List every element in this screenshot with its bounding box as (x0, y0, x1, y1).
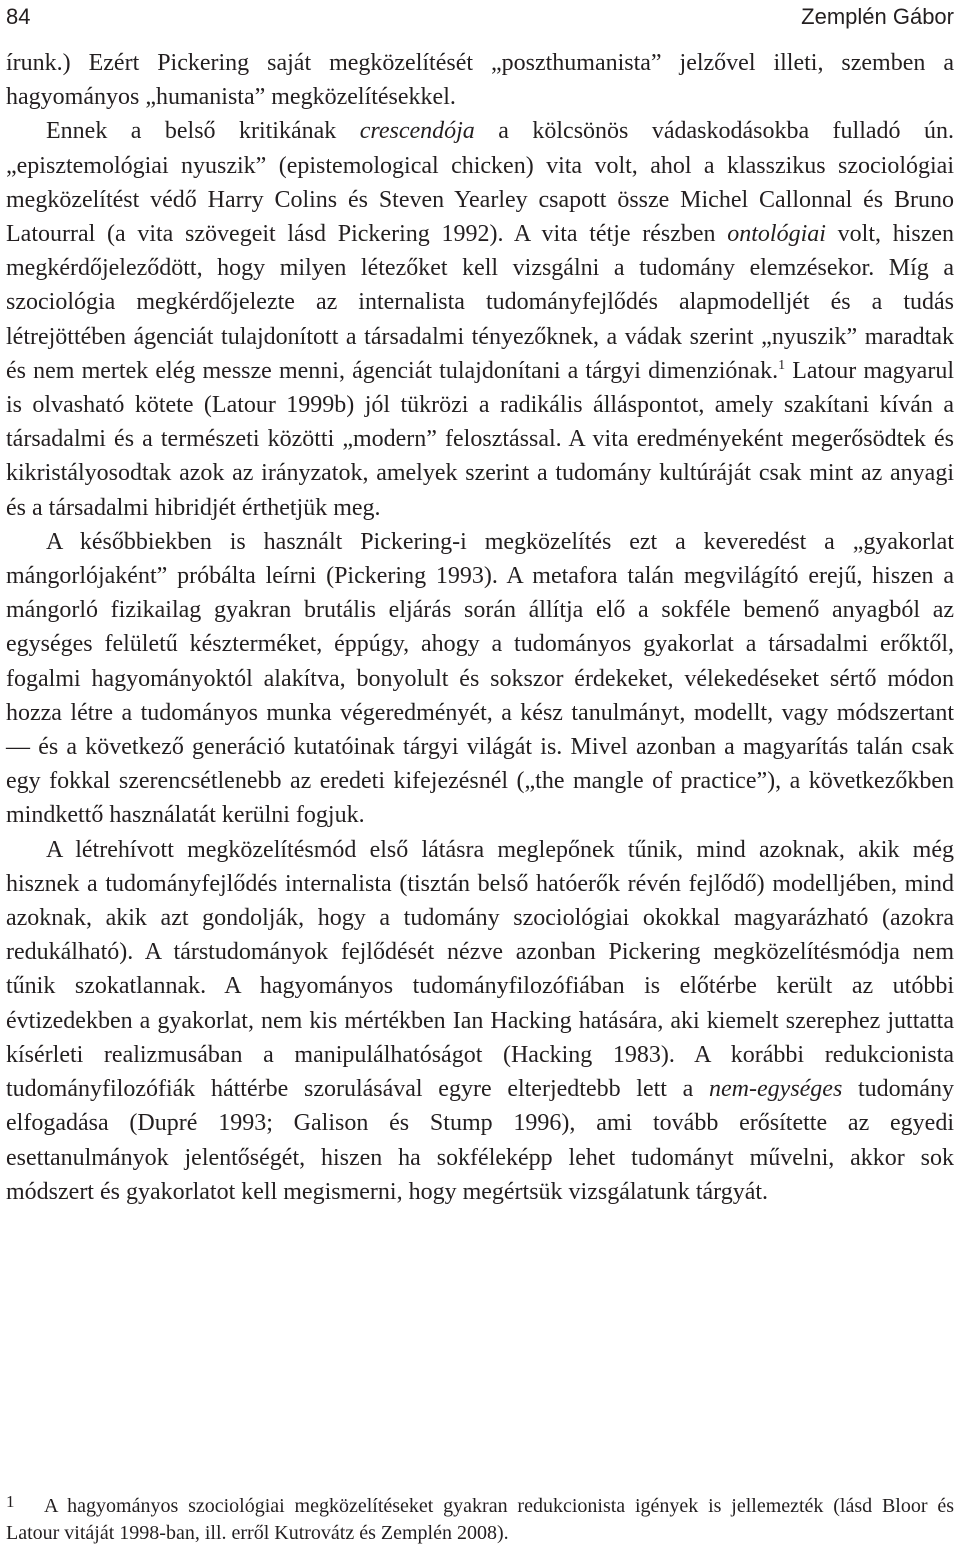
body-text (6, 46, 954, 1209)
paragraph (6, 46, 954, 114)
emphasis: nem-egységes (709, 1076, 843, 1103)
text-run: A későbbiekben is használt Pickering-i megközelítés ezt a keveredést a „gyakorlat mángorlójaként” próbálta leírni (Pickering 1993). A metafora talán megvilágító erejű, hiszen a mángorló fizikailag gyakran brutális eljárás során állítja elő a sokféle bemenő anyagból az egységes felületű készterméket, éppúgy, ahogy a tudományos gyakorlat a társadalmi erőktől, fogalmi hagyományoktól alakítva, bonyolult és sokszor érdekeket, vélekedéseket sértő módon hozza létre a tudományos munka végeredményét, a kész tanulmányt, modellt, vagy módszertant — és a következő generáció kutatóinak tárgyi világát is. Mivel azonban a magyarítás talán csak egy fokkal szerencsétlenebb az eredeti kifejezésnél („the mangle of practice”), a következőkben mindkettő használatát kerülni fogjuk. (6, 528, 954, 829)
text-run: Ennek a belső kritikának (46, 118, 360, 145)
emphasis: ontológiai (727, 221, 826, 248)
text-run: Latour magyarul is olvasható kötete (Latour 1999b) jól tükrözi a radikális álláspontot, amely szakítani kíván a társadalmi és a természeti közötti „modern” felosztással. A vita eredményeként megerősödtek és kikristályosodtak azok az irányzatok, amelyek szerint a tudomány kultúráját csak mint az anyagi és a társadalmi hibridjét érthetjük meg. (6, 357, 954, 521)
paragraph (6, 525, 954, 833)
text-run: A létrehívott megközelítésmód első látásra meglepőnek tűnik, mind azoknak, akik még hisznek a tudományfejlődés internalista (tisztán belső hatóerők révén fejlődő) modelljében, mind azoknak, akik azt gondolják, hogy a tudomány szociológiai okokkal magyarázható (azokra redukálható). A társtudományok fejlődését nézve azonban Pickering megközelítésmódja nem tűnik szokatlannak. A hagyományos tudományfilozófiában is előtérbe került az utóbbi évtizedekben a gyakorlat, nem kis mértékben Ian Hacking hatására, aki kiemelt szerephez juttatta kísérleti realizmusában a manipulálhatóságot (Hacking 1983). A korábbi redukcionista tudományfilozófiák háttérbe szorulásával egyre elterjedtebb lett a (6, 836, 954, 1103)
running-header (6, 2, 954, 32)
paragraph (6, 833, 954, 1209)
footnote-text: A hagyományos szociológiai megközelítéseket gyakran redukcionista igények is jellemezték (lásd Bloor és Latour vitáját 1998-ban, ill. erről Kutrovátz és Zemplén 2008). (6, 1495, 954, 1544)
text-run: volt, hiszen megkérdőjeleződött, hogy milyen létezőket kell vizsgálni a tudomány elemzésekor. Míg a szociológia megkérdőjelezte az internalista tudományfejlődés alapmodelljét és a tudás létrejöttében ágenciát tulajdonított a társadalmi tényezőknek, a vádak szerint „nyuszik” maradtak és nem mertek elég messze menni, ágenciát tulajdonítani a tárgyi dimenziónak. (6, 221, 955, 384)
footnote: 1 A hagyományos szociológiai megközelítéseket gyakran redukcionista igények is jellemezték (lásd Bloor és Latour vitáját 1998-ban, ill. erről Kutrovátz és Zemplén 2008). (6, 1492, 954, 1544)
paragraph (6, 114, 954, 524)
emphasis: crescendója (359, 118, 475, 145)
page-number: 84 (6, 4, 31, 29)
text-run: tudomány elfogadása (Dupré 1993; Galison és Stump 1996), ami tovább erősítette az egyedi esettanulmányok jelentőségét, hiszen ha sokféleképp lehet tudományt művelni, akkor sok módszert és gyakorlatot kell megismerni, hogy megértsük vizsgálatunk tárgyát. (6, 1076, 954, 1205)
text-run: a kölcsönös vádaskodásokba fulladó ún. „episztemológiai nyuszik” (epistemological chicken) vita volt, ahol a klasszikus szociológiai megközelítést védő Harry Colins és Steven Yearley csapott össze Michel Callonnal és Bruno Latourral (a vita szövegeit lásd Pickering 1992). A vita tétje részben (6, 118, 954, 248)
text-run: írunk.) Ezért Pickering saját megközelítését „poszthumanista” jelzővel illeti, szemben a hagyományos „humanista” megközelítésekkel. (6, 50, 954, 111)
running-title: Zemplén Gábor (801, 4, 954, 29)
footnote-ref: 1 (778, 357, 786, 373)
